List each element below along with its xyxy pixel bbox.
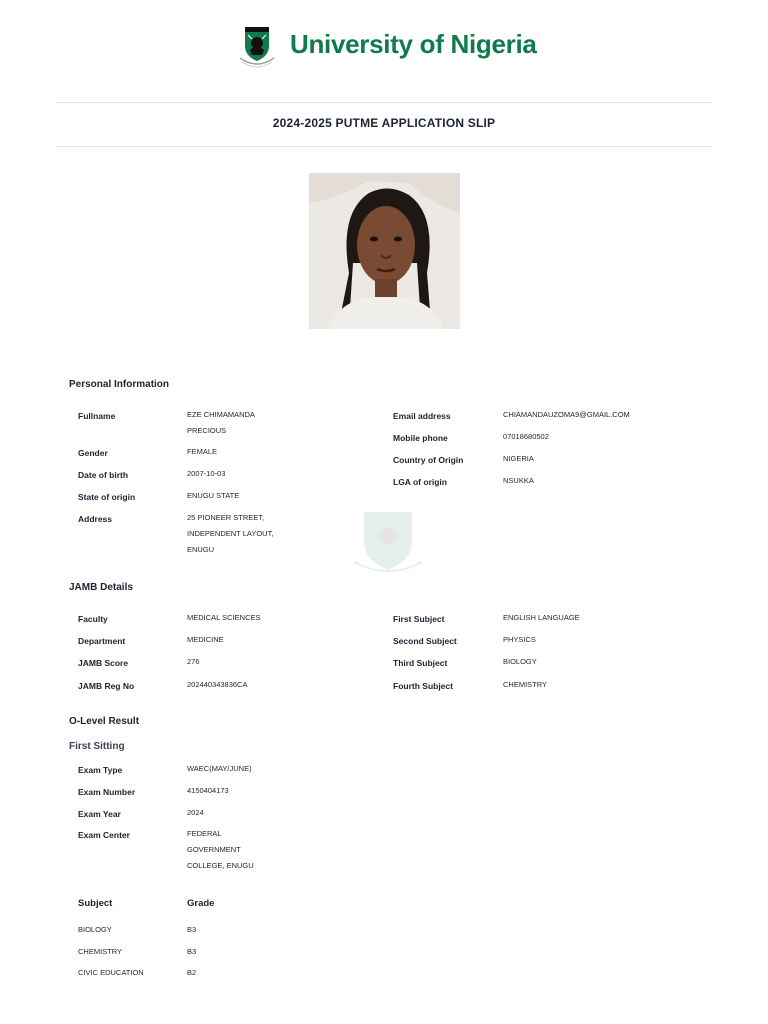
slip-title: 2024-2025 PUTME APPLICATION SLIP (272, 116, 496, 130)
jamb-reg-no-label: JAMB Reg No (78, 681, 135, 691)
exam-year-value: 2024 (187, 808, 204, 817)
faculty-label: Faculty (78, 614, 108, 624)
fourth-subject-label: Fourth Subject (393, 681, 453, 691)
exam-center-value: FEDERAL GOVERNMENT COLLEGE, ENUGU (187, 829, 254, 870)
mobile-phone-value: 07018680502 (503, 432, 549, 441)
dob-label: Date of birth (78, 470, 129, 480)
first-subject-label: First Subject (393, 614, 445, 624)
address-label: Address (78, 514, 113, 524)
result-subject: BIOLOGY (78, 925, 112, 934)
applicant-photo (309, 173, 460, 329)
result-grade: B3 (187, 947, 197, 956)
personal-information-heading: Personal Information (69, 379, 170, 390)
university-crest-icon (236, 24, 278, 68)
first-sitting-heading: First Sitting (69, 741, 125, 752)
university-crest-watermark-icon (352, 510, 424, 576)
exam-type-value: WAEC(MAY/JUNE) (187, 764, 252, 773)
faculty-value: MEDICAL SCIENCES (187, 613, 261, 622)
second-subject-label: Second Subject (393, 636, 457, 646)
title-bottom-divider (56, 146, 712, 147)
fullname-value: EZE CHIMAMANDA PRECIOUS (187, 410, 255, 435)
address-value: 25 PIONEER STREET, INDEPENDENT LAYOUT, ENUGU (187, 513, 274, 554)
university-name: University of Nigeria (290, 29, 537, 59)
exam-number-value: 4150404173 (187, 786, 229, 795)
jamb-score-value: 276 (187, 657, 200, 666)
second-subject-value: PHYSICS (503, 635, 536, 644)
jamb-details-heading: JAMB Details (69, 582, 133, 593)
exam-year-label: Exam Year (78, 809, 121, 819)
email-value: CHIAMANDAUZOMA9@GMAIL.COM (503, 410, 630, 419)
first-subject-value: ENGLISH LANGUAGE (503, 613, 580, 622)
email-label: Email address (393, 411, 451, 421)
state-of-origin-value: ENUGU STATE (187, 491, 240, 500)
country-of-origin-value: NIGERIA (503, 454, 534, 463)
subject-column-header: Subject (78, 898, 113, 909)
country-of-origin-label: Country of Origin (393, 455, 464, 465)
exam-type-label: Exam Type (78, 765, 123, 775)
gender-value: FEMALE (187, 447, 218, 456)
exam-number-label: Exam Number (78, 787, 136, 797)
result-grade: B2 (187, 968, 197, 977)
exam-center-label: Exam Center (78, 830, 130, 840)
grade-column-header: Grade (187, 898, 215, 909)
jamb-score-label: JAMB Score (78, 658, 129, 668)
dob-value: 2007-10-03 (187, 469, 226, 478)
fullname-label: Fullname (78, 411, 116, 421)
third-subject-label: Third Subject (393, 658, 448, 668)
gender-label: Gender (78, 448, 108, 458)
mobile-phone-label: Mobile phone (393, 433, 448, 443)
title-top-divider (56, 102, 712, 103)
result-subject: CHEMISTRY (78, 947, 123, 956)
jamb-reg-no-value: 202440343836CA (187, 680, 248, 689)
applicant-portrait-icon (309, 173, 460, 329)
third-subject-value: BIOLOGY (503, 657, 537, 666)
department-label: Department (78, 636, 126, 646)
fourth-subject-value: CHEMISTRY (503, 680, 548, 689)
result-subject: CIVIC EDUCATION (78, 968, 144, 977)
page-header (0, 22, 768, 68)
department-value: MEDICINE (187, 635, 224, 644)
lga-of-origin-value: NSUKKA (503, 476, 534, 485)
lga-of-origin-label: LGA of origin (393, 477, 447, 487)
result-grade: B3 (187, 925, 197, 934)
state-of-origin-label: State of origin (78, 492, 136, 502)
olevel-result-heading: O-Level Result (69, 716, 140, 727)
